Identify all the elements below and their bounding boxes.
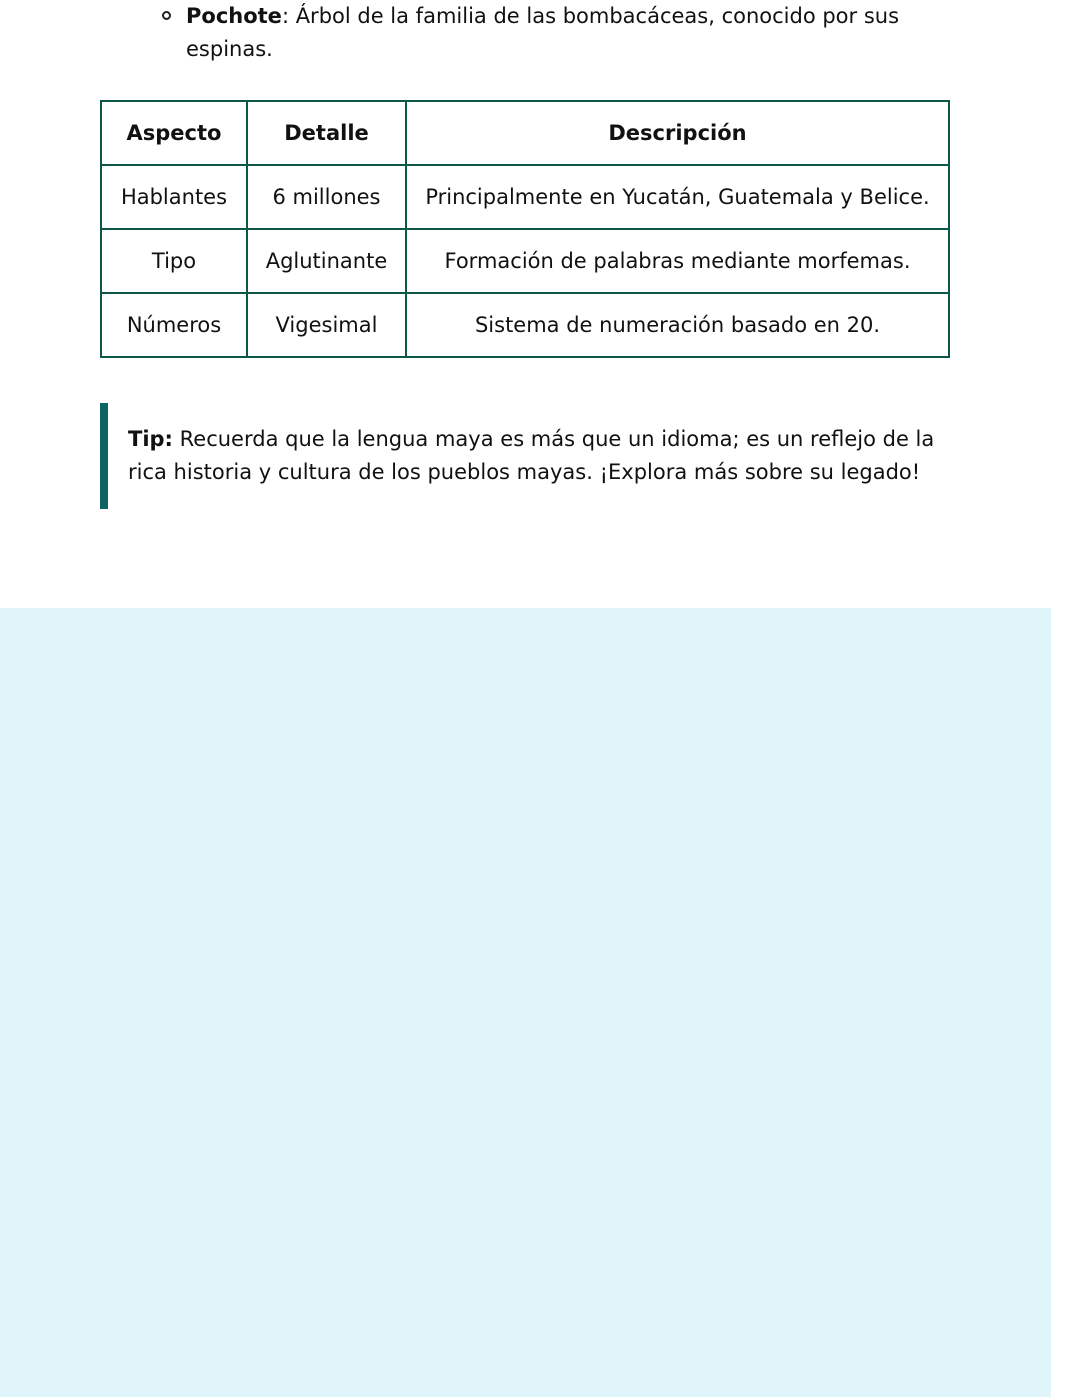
table-cell-detalle: 6 millones [247, 165, 406, 229]
header-aspecto: Aspecto [101, 101, 247, 165]
tip-text: Recuerda que la lengua maya es más que un idioma; es un reflejo de la rica historia y cultura de los pueblos mayas. ¡Explora más sobre su legado! [128, 427, 935, 484]
table-cell-aspecto: Números [101, 293, 247, 357]
table-cell-aspecto: Hablantes [101, 165, 247, 229]
list-item-separator: : [281, 4, 290, 28]
table-cell-descripcion: Principalmente en Yucatán, Guatemala y Belice. [406, 165, 949, 229]
lower-panel [0, 608, 1051, 1397]
header-detalle: Detalle [247, 101, 406, 165]
table-row [101, 293, 949, 357]
list-item-description: Árbol de la familia de las bombacáceas, conocido por sus espinas. [186, 4, 900, 61]
tip-callout [100, 403, 950, 509]
table-cell-aspecto: Tipo [101, 229, 247, 293]
hollow-bullet-icon [162, 11, 171, 20]
tip-label: Tip: [128, 427, 173, 451]
table-row [101, 229, 949, 293]
list-item-pochote [162, 0, 922, 66]
table-row [101, 165, 949, 229]
table-cell-descripcion: Formación de palabras mediante morfemas. [406, 229, 949, 293]
table-header-row [101, 101, 949, 165]
list-item-text [186, 0, 922, 66]
maya-language-table [100, 100, 950, 358]
table-cell-detalle: Vigesimal [247, 293, 406, 357]
table-cell-descripcion: Sistema de numeración basado en 20. [406, 293, 949, 357]
list-item-term: Pochote [186, 4, 282, 28]
article-content [0, 0, 1080, 608]
header-descripcion: Descripción [406, 101, 949, 165]
table-cell-detalle: Aglutinante [247, 229, 406, 293]
